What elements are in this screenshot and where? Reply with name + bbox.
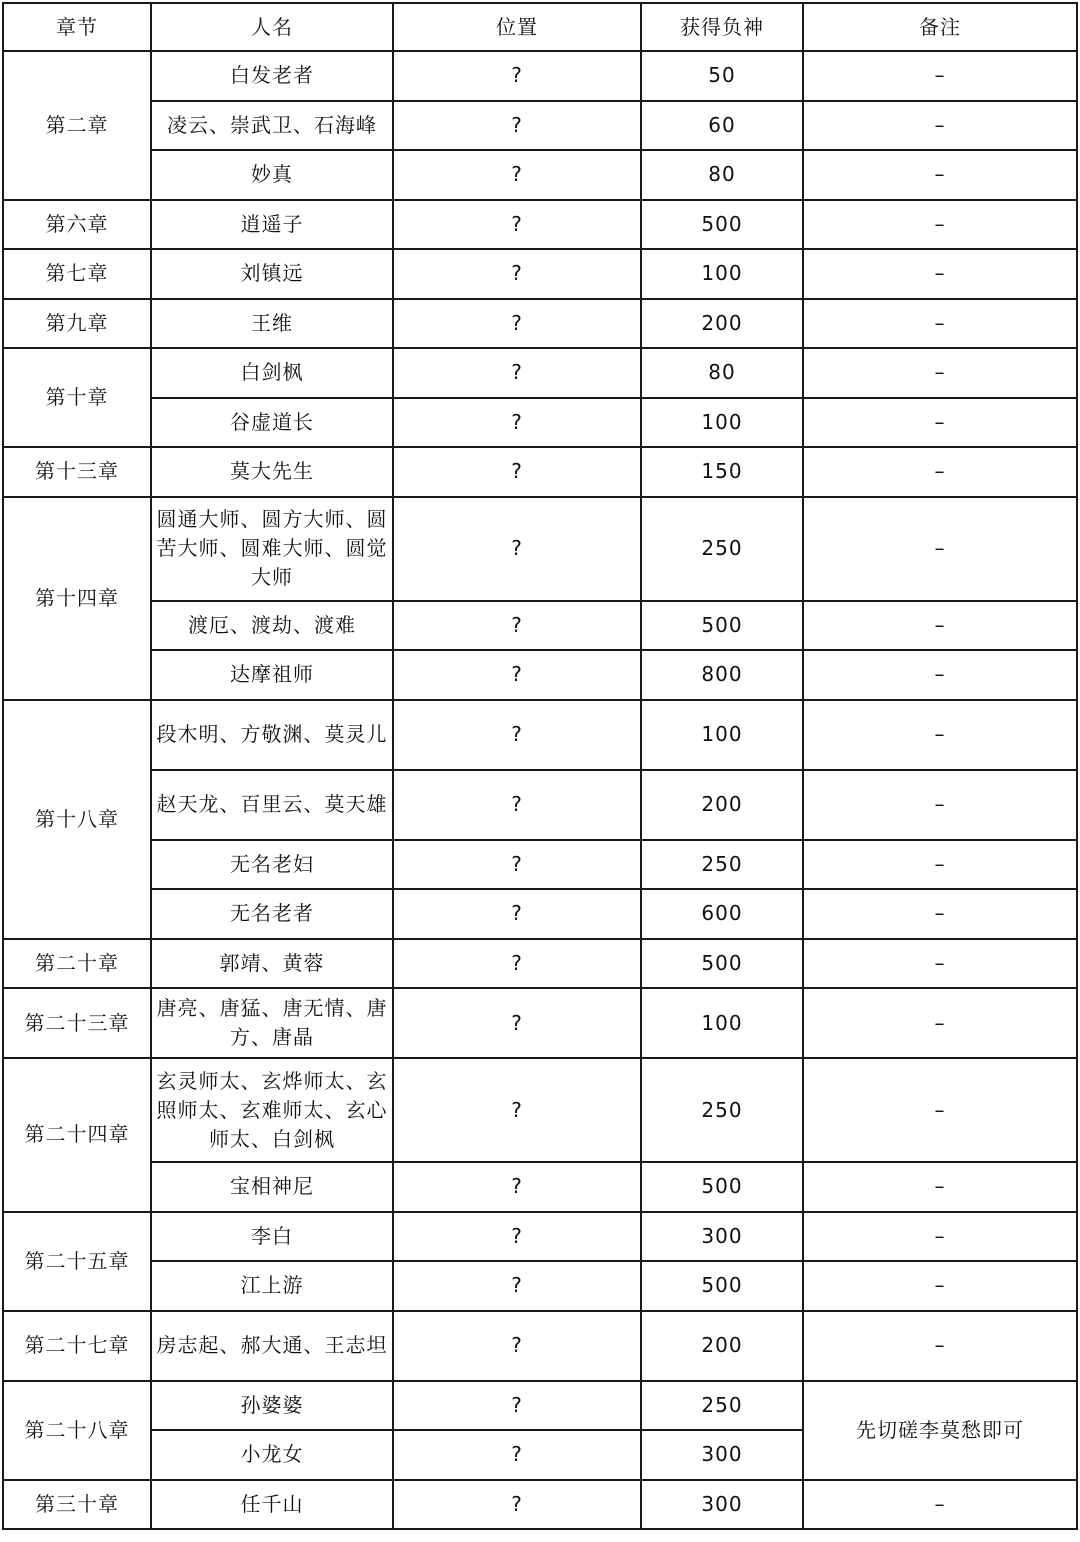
location-cell: ?	[393, 1058, 641, 1162]
note-cell: –	[803, 497, 1077, 601]
name-cell: 玄灵师太、玄烨师太、玄照师太、玄难师太、玄心师太、白剑枫	[151, 1058, 393, 1162]
note-cell: –	[803, 200, 1077, 250]
name-cell: 圆通大师、圆方大师、圆苦大师、圆难大师、圆觉大师	[151, 497, 393, 601]
gain-cell: 250	[641, 840, 803, 890]
name-cell: 谷虚道长	[151, 398, 393, 448]
note-cell: –	[803, 1058, 1077, 1162]
location-cell: ?	[393, 299, 641, 349]
name-cell: 达摩祖师	[151, 650, 393, 700]
location-cell: ?	[393, 200, 641, 250]
header-location: 位置	[393, 3, 641, 51]
name-cell: 白发老者	[151, 51, 393, 101]
name-cell: 无名老妇	[151, 840, 393, 890]
note-cell: –	[803, 348, 1077, 398]
name-cell: 妙真	[151, 150, 393, 200]
table-row	[3, 249, 1077, 299]
chapter-cell: 第二十七章	[3, 1311, 151, 1381]
location-cell: ?	[393, 601, 641, 651]
table-row	[3, 101, 1077, 151]
gain-cell: 500	[641, 1162, 803, 1212]
gain-cell: 150	[641, 447, 803, 497]
table-row	[3, 601, 1077, 651]
note-cell: –	[803, 770, 1077, 840]
gain-cell: 100	[641, 988, 803, 1058]
chapter-cell: 第二十章	[3, 939, 151, 989]
gain-cell: 200	[641, 299, 803, 349]
note-cell: –	[803, 1480, 1077, 1530]
chapter-cell: 第二十四章	[3, 1058, 151, 1212]
name-cell: 逍遥子	[151, 200, 393, 250]
gain-cell: 80	[641, 150, 803, 200]
gain-cell: 80	[641, 348, 803, 398]
gain-cell: 500	[641, 200, 803, 250]
name-cell: 宝相神尼	[151, 1162, 393, 1212]
gain-cell: 600	[641, 889, 803, 939]
location-cell: ?	[393, 988, 641, 1058]
chapter-cell: 第六章	[3, 200, 151, 250]
table-row	[3, 1381, 1077, 1431]
location-cell: ?	[393, 101, 641, 151]
location-cell: ?	[393, 650, 641, 700]
chapter-cell: 第二十五章	[3, 1212, 151, 1311]
chapter-cell: 第二章	[3, 51, 151, 200]
location-cell: ?	[393, 1480, 641, 1530]
table-row	[3, 650, 1077, 700]
location-cell: ?	[393, 497, 641, 601]
header-row	[3, 3, 1077, 51]
location-cell: ?	[393, 1311, 641, 1381]
location-cell: ?	[393, 1430, 641, 1480]
note-cell: –	[803, 101, 1077, 151]
note-cell: –	[803, 889, 1077, 939]
name-cell: 江上游	[151, 1261, 393, 1311]
gain-cell: 250	[641, 497, 803, 601]
location-cell: ?	[393, 840, 641, 890]
gain-cell: 300	[641, 1430, 803, 1480]
note-cell: –	[803, 1311, 1077, 1381]
location-cell: ?	[393, 150, 641, 200]
table-row	[3, 150, 1077, 200]
location-cell: ?	[393, 447, 641, 497]
name-cell: 赵天龙、百里云、莫天雄	[151, 770, 393, 840]
chapter-cell: 第十四章	[3, 497, 151, 700]
note-cell: –	[803, 700, 1077, 770]
chapter-cell: 第七章	[3, 249, 151, 299]
location-cell: ?	[393, 398, 641, 448]
gain-cell: 100	[641, 398, 803, 448]
table-row	[3, 889, 1077, 939]
table-row	[3, 770, 1077, 840]
header-gain: 获得负神	[641, 3, 803, 51]
name-cell: 无名老者	[151, 889, 393, 939]
chapter-cell: 第三十章	[3, 1480, 151, 1530]
location-cell: ?	[393, 348, 641, 398]
table-row	[3, 700, 1077, 770]
chapter-cell: 第二十八章	[3, 1381, 151, 1480]
gain-cell: 60	[641, 101, 803, 151]
table-body	[3, 51, 1077, 1529]
gain-cell: 100	[641, 700, 803, 770]
table-row	[3, 1058, 1077, 1162]
table-row	[3, 1311, 1077, 1381]
location-cell: ?	[393, 51, 641, 101]
note-cell: –	[803, 447, 1077, 497]
header-name: 人名	[151, 3, 393, 51]
header-note: 备注	[803, 3, 1077, 51]
table-row	[3, 988, 1077, 1058]
table-row	[3, 51, 1077, 101]
table-row	[3, 348, 1077, 398]
name-cell: 房志起、郝大通、王志坦	[151, 1311, 393, 1381]
table-row	[3, 840, 1077, 890]
chapter-cell: 第九章	[3, 299, 151, 349]
note-cell: –	[803, 601, 1077, 651]
note-cell: –	[803, 650, 1077, 700]
gain-cell: 500	[641, 1261, 803, 1311]
header-chapter: 章节	[3, 3, 151, 51]
table-row	[3, 200, 1077, 250]
gain-cell: 200	[641, 770, 803, 840]
location-cell: ?	[393, 1381, 641, 1431]
note-cell: –	[803, 988, 1077, 1058]
table-row	[3, 447, 1077, 497]
gain-cell: 300	[641, 1480, 803, 1530]
table-row	[3, 1261, 1077, 1311]
gain-cell: 500	[641, 601, 803, 651]
gain-cell: 800	[641, 650, 803, 700]
chapter-cell: 第十八章	[3, 700, 151, 939]
location-cell: ?	[393, 770, 641, 840]
location-cell: ?	[393, 939, 641, 989]
name-cell: 莫大先生	[151, 447, 393, 497]
name-cell: 凌云、崇武卫、石海峰	[151, 101, 393, 151]
location-cell: ?	[393, 1261, 641, 1311]
table-row	[3, 1162, 1077, 1212]
name-cell: 唐亮、唐猛、唐无情、唐方、唐晶	[151, 988, 393, 1058]
name-cell: 任千山	[151, 1480, 393, 1530]
gain-cell: 500	[641, 939, 803, 989]
table-row	[3, 299, 1077, 349]
note-cell: –	[803, 1212, 1077, 1262]
chapter-cell: 第二十三章	[3, 988, 151, 1058]
reward-table	[2, 2, 1078, 1530]
location-cell: ?	[393, 889, 641, 939]
note-cell: –	[803, 1162, 1077, 1212]
gain-cell: 200	[641, 1311, 803, 1381]
name-cell: 小龙女	[151, 1430, 393, 1480]
chapter-cell: 第十章	[3, 348, 151, 447]
note-cell: –	[803, 51, 1077, 101]
location-cell: ?	[393, 700, 641, 770]
location-cell: ?	[393, 1212, 641, 1262]
chapter-cell: 第十三章	[3, 447, 151, 497]
name-cell: 孙婆婆	[151, 1381, 393, 1431]
table-row	[3, 497, 1077, 601]
name-cell: 刘镇远	[151, 249, 393, 299]
table-row	[3, 939, 1077, 989]
name-cell: 渡厄、渡劫、渡难	[151, 601, 393, 651]
name-cell: 王维	[151, 299, 393, 349]
gain-cell: 250	[641, 1058, 803, 1162]
name-cell: 段木明、方敬渊、莫灵儿	[151, 700, 393, 770]
note-cell: –	[803, 150, 1077, 200]
note-cell: 先切磋李莫愁即可	[803, 1381, 1077, 1480]
table-row	[3, 398, 1077, 448]
note-cell: –	[803, 1261, 1077, 1311]
gain-cell: 50	[641, 51, 803, 101]
gain-cell: 100	[641, 249, 803, 299]
table-row	[3, 1212, 1077, 1262]
name-cell: 白剑枫	[151, 348, 393, 398]
note-cell: –	[803, 840, 1077, 890]
note-cell: –	[803, 398, 1077, 448]
gain-cell: 250	[641, 1381, 803, 1431]
note-cell: –	[803, 299, 1077, 349]
name-cell: 李白	[151, 1212, 393, 1262]
note-cell: –	[803, 249, 1077, 299]
location-cell: ?	[393, 249, 641, 299]
location-cell: ?	[393, 1162, 641, 1212]
note-cell: –	[803, 939, 1077, 989]
name-cell: 郭靖、黄蓉	[151, 939, 393, 989]
table-row	[3, 1480, 1077, 1530]
gain-cell: 300	[641, 1212, 803, 1262]
